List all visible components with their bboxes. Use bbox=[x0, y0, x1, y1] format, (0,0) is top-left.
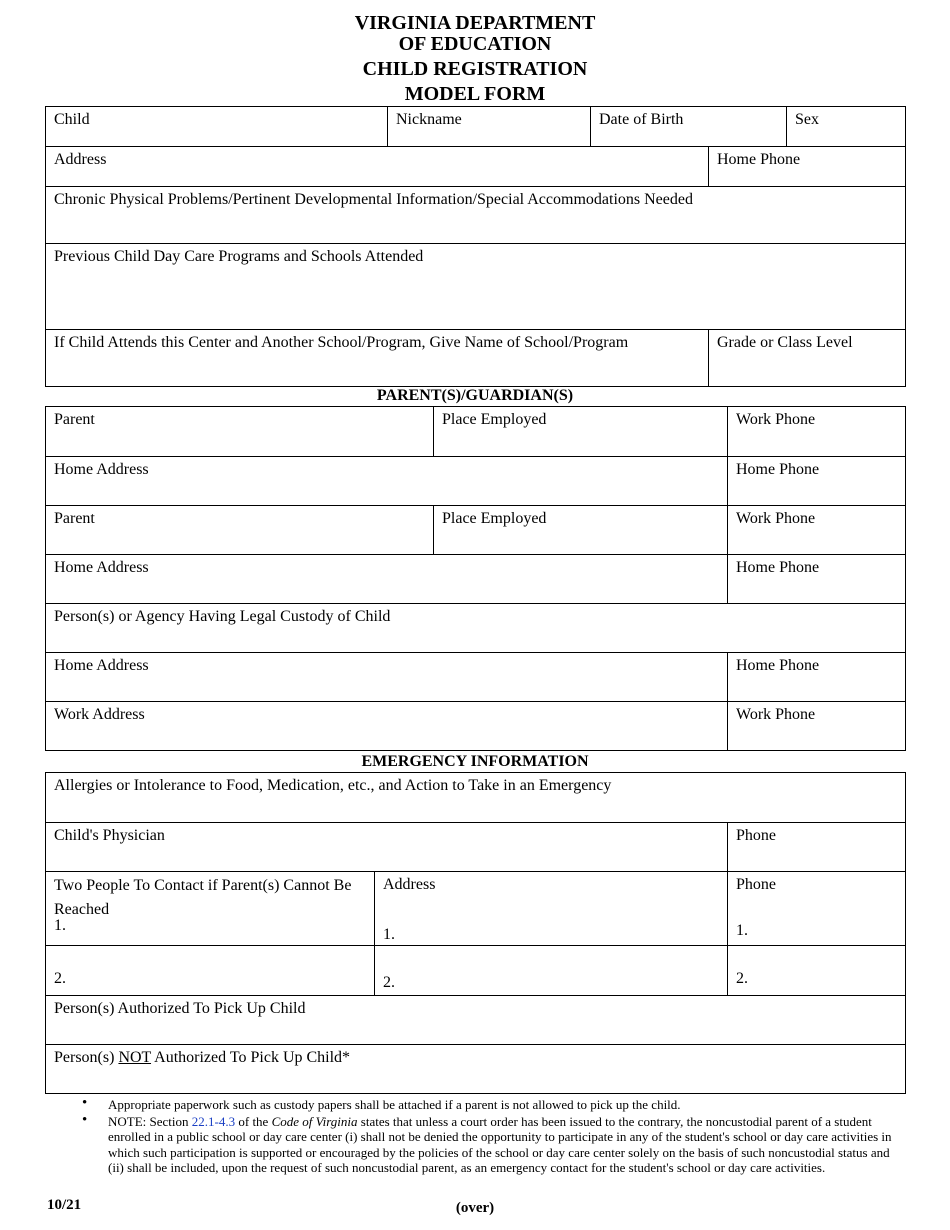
two-people-label: Two People To Contact if Parent(s) Cannot Be Reached bbox=[54, 877, 352, 918]
custody-home-phone-field[interactable] bbox=[728, 653, 906, 702]
revision-date: 10/21 bbox=[47, 1197, 82, 1213]
emergency-section-title: EMERGENCY INFORMATION bbox=[361, 753, 589, 770]
parent-1-home-phone-field[interactable] bbox=[728, 457, 906, 506]
physician-phone-field[interactable] bbox=[728, 823, 906, 872]
custody-work-phone-label: Work Phone bbox=[736, 706, 816, 723]
contact-address-label: Address bbox=[383, 876, 436, 893]
child-name-field[interactable] bbox=[46, 107, 388, 147]
parent-1-employer-label: Place Employed bbox=[442, 411, 547, 428]
physician-field[interactable] bbox=[46, 823, 728, 872]
date-of-birth-field[interactable] bbox=[591, 107, 787, 147]
sex-field[interactable] bbox=[787, 107, 906, 147]
parent-1-home-phone-label: Home Phone bbox=[736, 461, 820, 478]
custody-home-address-label: Home Address bbox=[54, 657, 149, 674]
custody-work-phone-field[interactable] bbox=[728, 702, 906, 751]
parent-2-home-address-label: Home Address bbox=[54, 559, 149, 576]
form-title-line-2: OF EDUCATION bbox=[398, 33, 552, 55]
parent-1-home-address-label: Home Address bbox=[54, 461, 149, 478]
parent-2-employer-label: Place Employed bbox=[442, 510, 547, 527]
contact-1-address-number: 1. bbox=[383, 926, 395, 943]
parent-2-home-address-field[interactable] bbox=[46, 555, 728, 604]
child-home-phone-field[interactable] bbox=[709, 147, 906, 187]
parent-1-employer-field[interactable] bbox=[434, 407, 728, 457]
not-emphasis: NOT bbox=[118, 1049, 152, 1066]
contact-phone-label: Phone bbox=[736, 876, 776, 893]
custody-home-address-field[interactable] bbox=[46, 653, 728, 702]
note-2-prefix: NOTE: Section bbox=[108, 1113, 192, 1129]
other-school-field[interactable] bbox=[46, 330, 709, 387]
parent-2-work-phone-label: Work Phone bbox=[736, 510, 816, 527]
nickname-label: Nickname bbox=[396, 111, 462, 128]
note-noncustodial-parent bbox=[80, 1114, 905, 1176]
note-1-text: Appropriate paperwork such as custody papers shall be attached if a parent is not allowed to pick up the child. bbox=[108, 1097, 681, 1112]
custody-work-address-label: Work Address bbox=[54, 706, 145, 723]
not-authorized-pickup-field[interactable] bbox=[46, 1045, 906, 1094]
note-custody-papers bbox=[80, 1097, 905, 1113]
physician-phone-label: Phone bbox=[736, 827, 776, 844]
parent-2-employer-field[interactable] bbox=[434, 506, 728, 555]
parent-1-home-address-field[interactable] bbox=[46, 457, 728, 506]
legal-custody-field[interactable] bbox=[46, 604, 906, 653]
note-2-body: states that unless a court order has been issued to the contrary, the noncustodial parent of a student enrolled in a public school or day care center (i) shall not be denied the opportunity to participate in any of the student's school or day care activities in which such participation is supported or encouraged by the policies of the school or day care center solely on the basis of such noncustodial status and (ii) shall be included, upon the request of such noncustodial parent, as an emergency contact for the student's school or day care activities. bbox=[108, 1113, 892, 1175]
notes-list bbox=[80, 1097, 905, 1176]
emergency-table bbox=[45, 772, 906, 1094]
custody-work-address-field[interactable] bbox=[46, 702, 728, 751]
parent-1-label: Parent bbox=[54, 411, 95, 428]
contact-2-name-field[interactable] bbox=[46, 946, 375, 996]
form-title-line-4: MODEL FORM bbox=[404, 83, 546, 105]
chronic-problems-field[interactable] bbox=[46, 187, 906, 244]
other-school-label: If Child Attends this Center and Another School/Program, Give Name of School/Program bbox=[54, 334, 629, 351]
contact-2-number: 2. bbox=[54, 970, 66, 987]
parent-1-field[interactable] bbox=[46, 407, 434, 457]
authorized-pickup-label: Person(s) Authorized To Pick Up Child bbox=[54, 1000, 306, 1017]
grade-level-field[interactable] bbox=[709, 330, 906, 387]
form-title-line-1: VIRGINIA DEPARTMENT bbox=[354, 12, 596, 34]
allergies-label: Allergies or Intolerance to Food, Medication, etc., and Action to Take in an Emergency bbox=[54, 777, 612, 794]
not-authorized-pickup-label bbox=[54, 1049, 350, 1066]
contact-2-phone-number: 2. bbox=[736, 970, 748, 987]
note-2-mid: of the bbox=[235, 1113, 272, 1129]
parent-2-work-phone-field[interactable] bbox=[728, 506, 906, 555]
code-section-link[interactable]: 22.1-4.3 bbox=[191, 1113, 236, 1129]
sex-label: Sex bbox=[795, 111, 820, 128]
contact-1-name-field[interactable] bbox=[46, 872, 375, 946]
child-home-phone-label: Home Phone bbox=[717, 151, 801, 168]
contact-2-phone-field[interactable] bbox=[728, 946, 906, 996]
code-of-virginia: Code of Virginia bbox=[271, 1113, 358, 1129]
previous-programs-label: Previous Child Day Care Programs and Schools Attended bbox=[54, 248, 424, 265]
contact-2-address-number: 2. bbox=[383, 974, 395, 991]
child-address-label: Address bbox=[54, 151, 107, 168]
form-title-line-3: CHILD REGISTRATION bbox=[362, 58, 588, 80]
date-of-birth-label: Date of Birth bbox=[599, 111, 684, 128]
parent-2-label: Parent bbox=[54, 510, 95, 527]
not-authorized-suffix: Authorized To Pick Up Child* bbox=[151, 1049, 351, 1066]
authorized-pickup-field[interactable] bbox=[46, 996, 906, 1045]
parent-2-field[interactable] bbox=[46, 506, 434, 555]
parent-1-work-phone-field[interactable] bbox=[728, 407, 906, 457]
not-authorized-prefix: Person(s) bbox=[54, 1049, 119, 1066]
previous-programs-field[interactable] bbox=[46, 244, 906, 330]
contact-1-address-field[interactable] bbox=[375, 872, 728, 946]
contact-2-address-field[interactable] bbox=[375, 946, 728, 996]
contact-1-phone-field[interactable] bbox=[728, 872, 906, 946]
parents-section-title: PARENT(S)/GUARDIAN(S) bbox=[376, 387, 574, 404]
custody-home-phone-label: Home Phone bbox=[736, 657, 820, 674]
child-info-table bbox=[45, 106, 906, 387]
parent-2-home-phone-label: Home Phone bbox=[736, 559, 820, 576]
parent-2-home-phone-field[interactable] bbox=[728, 555, 906, 604]
parents-table bbox=[45, 406, 906, 751]
legal-custody-label: Person(s) or Agency Having Legal Custody of Child bbox=[54, 608, 391, 625]
contact-1-phone-number: 1. bbox=[736, 922, 748, 939]
over-indicator: (over) bbox=[455, 1200, 495, 1216]
chronic-problems-label: Chronic Physical Problems/Pertinent Developmental Information/Special Accommodations Needed bbox=[54, 191, 693, 208]
physician-label: Child's Physician bbox=[54, 827, 165, 844]
child-address-field[interactable] bbox=[46, 147, 709, 187]
parent-1-work-phone-label: Work Phone bbox=[736, 411, 816, 428]
contact-1-number: 1. bbox=[54, 917, 66, 934]
allergies-field[interactable] bbox=[46, 773, 906, 823]
child-name-label: Child bbox=[54, 111, 90, 128]
nickname-field[interactable] bbox=[388, 107, 591, 147]
grade-level-label: Grade or Class Level bbox=[717, 334, 853, 351]
